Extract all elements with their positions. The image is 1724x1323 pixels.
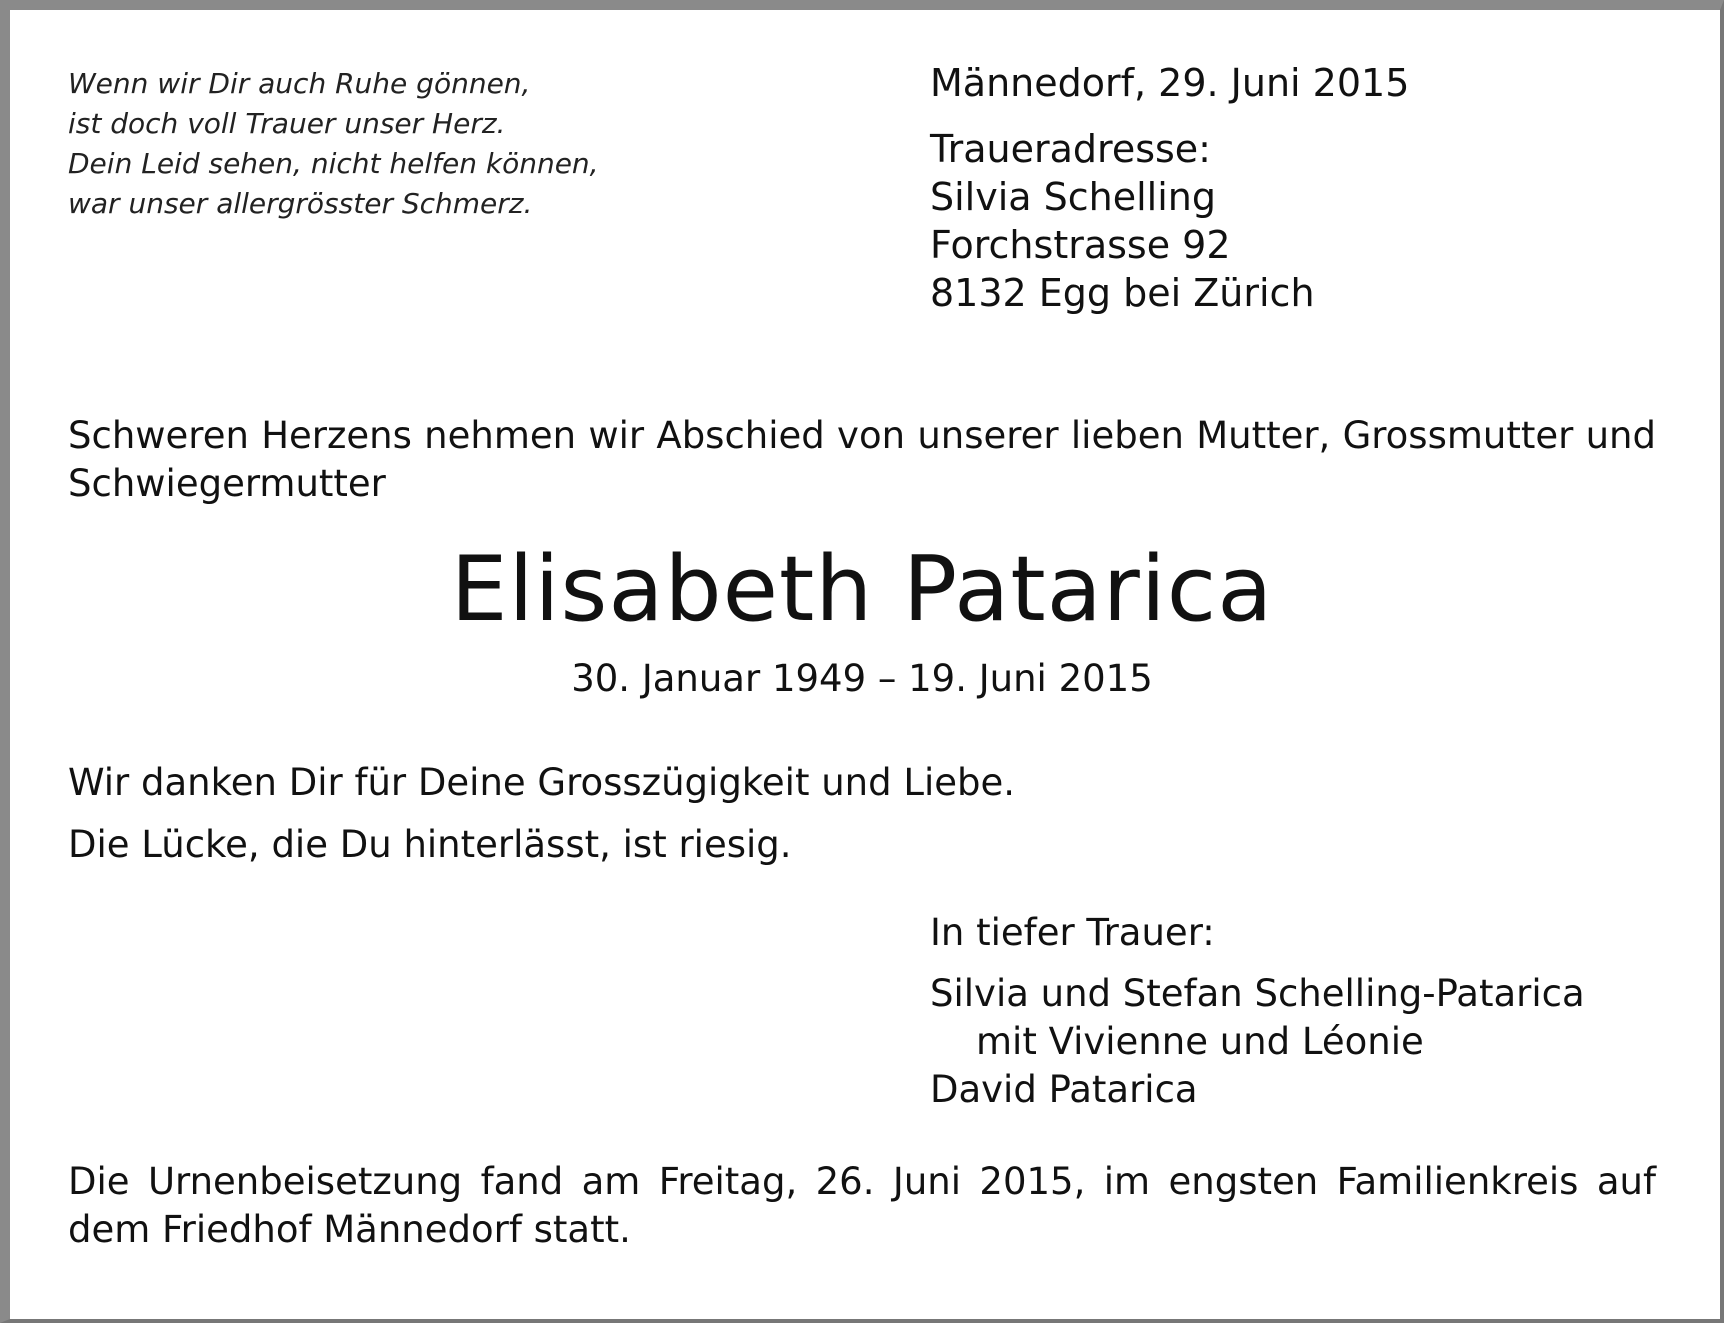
- thanks-line: Die Lücke, die Du hinterlässt, ist riesig.: [68, 823, 792, 866]
- mourner-name: mit Vivienne und Léonie: [976, 1020, 1424, 1063]
- lifespan-dates: 30. Januar 1949 – 19. Juni 2015: [571, 657, 1153, 700]
- poem-line: war unser allergrösster Schmerz.: [68, 187, 533, 220]
- mourner-name: David Patarica: [930, 1068, 1198, 1111]
- mourning-label: In tiefer Trauer:: [930, 911, 1215, 954]
- address-city: 8132 Egg bei Zürich: [930, 271, 1315, 315]
- intro-text: Schweren Herzens nehmen wir Abschied von unserer lieben Mutter, Grossmutter und Schwiegermutter: [68, 414, 1656, 505]
- address-label: Traueradresse:: [930, 127, 1211, 171]
- mourning-address: [930, 125, 1315, 317]
- address-street: Forchstrasse 92: [930, 223, 1231, 267]
- address-name: Silvia Schelling: [930, 175, 1217, 219]
- poem: [68, 64, 599, 224]
- mourners-list: [930, 970, 1585, 1114]
- poem-line: Dein Leid sehen, nicht helfen können,: [68, 147, 599, 180]
- thanks-text: [68, 752, 1015, 876]
- place-date: Männedorf, 29. Juni 2015: [930, 61, 1410, 105]
- poem-line: ist doch voll Trauer unser Herz.: [68, 107, 506, 140]
- thanks-line: Wir danken Dir für Deine Grosszügigkeit und Liebe.: [68, 761, 1016, 804]
- deceased-name: Elisabeth Patarica: [450, 537, 1274, 642]
- burial-note: Die Urnenbeisetzung fand am Freitag, 26. Juni 2015, im engsten Familienkreis auf dem Friedhof Männedorf statt.: [68, 1160, 1656, 1251]
- mourner-name: Silvia und Stefan Schelling-Patarica: [930, 972, 1585, 1015]
- poem-line: Wenn wir Dir auch Ruhe gönnen,: [68, 67, 531, 100]
